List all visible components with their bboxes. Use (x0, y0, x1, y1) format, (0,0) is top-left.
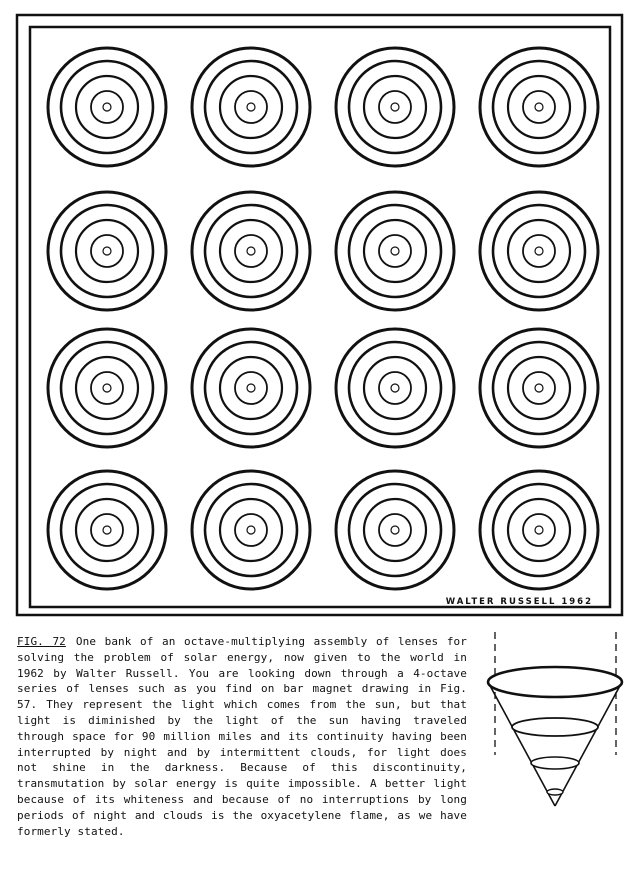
lens-ring (523, 514, 555, 546)
lens-ring (103, 526, 111, 534)
cone-lens-level-1 (488, 667, 622, 697)
cone-lens-level-3 (531, 757, 579, 769)
lens-ring (220, 220, 282, 282)
lens-r3-c4 (480, 329, 598, 447)
lens-r4-c4 (480, 471, 598, 589)
lens-ring (349, 484, 441, 576)
lens-ring (48, 329, 166, 447)
lens-ring (391, 526, 399, 534)
lens-ring (247, 526, 255, 534)
lens-r2-c3 (336, 192, 454, 310)
lens-r2-c2 (192, 192, 310, 310)
lens-ring (91, 91, 123, 123)
lens-ring (364, 76, 426, 138)
lens-r1-c1 (48, 48, 166, 166)
lens-r1-c3 (336, 48, 454, 166)
lens-ring (349, 61, 441, 153)
lens-ring (103, 384, 111, 392)
outer-frame (17, 15, 622, 615)
lens-ring (235, 514, 267, 546)
lens-ring (508, 499, 570, 561)
lens-ring (493, 61, 585, 153)
lens-ring (535, 526, 543, 534)
lens-ring (336, 48, 454, 166)
lens-ring (523, 91, 555, 123)
lens-ring (493, 484, 585, 576)
lens-grid (48, 48, 598, 589)
lens-ring (91, 235, 123, 267)
lens-ring (220, 76, 282, 138)
artist-stamp: WALTER RUSSELL 1962 (445, 597, 593, 607)
lens-ring (364, 220, 426, 282)
lens-ring (76, 499, 138, 561)
lens-r4-c1 (48, 471, 166, 589)
lens-ring (76, 357, 138, 419)
lens-ring (48, 192, 166, 310)
lens-ring (220, 357, 282, 419)
lens-ring (247, 247, 255, 255)
lens-ring (76, 76, 138, 138)
lens-ring (48, 471, 166, 589)
lens-ring (61, 342, 153, 434)
lens-r2-c4 (480, 192, 598, 310)
lens-r4-c3 (336, 471, 454, 589)
figure-number: FIG. 72 (17, 635, 66, 648)
cone-left-edge (488, 682, 555, 806)
lens-r1-c2 (192, 48, 310, 166)
lens-ring (391, 247, 399, 255)
lens-ring (379, 372, 411, 404)
lens-ring (205, 205, 297, 297)
lens-ring (91, 514, 123, 546)
lens-ring (205, 61, 297, 153)
lens-ring (349, 205, 441, 297)
lens-ring (480, 192, 598, 310)
lens-ring (535, 384, 543, 392)
lens-r3-c3 (336, 329, 454, 447)
lens-ring (192, 471, 310, 589)
lens-ring (48, 48, 166, 166)
lens-ring (480, 329, 598, 447)
lens-ring (205, 342, 297, 434)
lens-ring (103, 247, 111, 255)
lens-ring (508, 357, 570, 419)
cone-right-edge (555, 682, 622, 806)
lens-r3-c1 (48, 329, 166, 447)
lens-ring (205, 484, 297, 576)
lens-ring (391, 103, 399, 111)
lens-ring (336, 192, 454, 310)
lens-r1-c4 (480, 48, 598, 166)
lens-ring (247, 384, 255, 392)
lens-ring (480, 471, 598, 589)
lens-ring (379, 514, 411, 546)
lens-ring (61, 205, 153, 297)
lens-ring (379, 91, 411, 123)
lens-ring (192, 192, 310, 310)
cone-lens-level-4 (547, 789, 563, 795)
lens-ring (523, 372, 555, 404)
inner-frame (30, 27, 610, 607)
lens-ring (76, 220, 138, 282)
lens-ring (379, 235, 411, 267)
lens-ring (235, 91, 267, 123)
lens-ring (535, 103, 543, 111)
lens-ring (364, 357, 426, 419)
lens-ring (247, 103, 255, 111)
lens-ring (336, 329, 454, 447)
lens-ring (493, 205, 585, 297)
lens-r2-c1 (48, 192, 166, 310)
lens-ring (508, 76, 570, 138)
lens-ring (336, 471, 454, 589)
lens-ring (61, 484, 153, 576)
lens-ring (349, 342, 441, 434)
lens-ring (508, 220, 570, 282)
lens-ring (192, 329, 310, 447)
lens-ring (91, 372, 123, 404)
lens-ring (391, 384, 399, 392)
cone-lens-diagram (478, 630, 628, 810)
lens-ring (235, 235, 267, 267)
lens-r4-c2 (192, 471, 310, 589)
lens-r3-c2 (192, 329, 310, 447)
caption-text: One bank of an octave-multiplying assembly of lenses for solving the problem of solar energy, now given to the world in 1962 by Walter Russell. You are looking down through a 4-octave series of lenses such as you find on bar magnet drawing in Fig. 57. They represent the light which comes from the sun, but that light is diminished by the light of the sun having traveled through space for 90 million miles and its continuity having been interrupted by night and by intermittent clouds, for light does not shine in the darkness. Because of this discontinuity, transmutation by solar energy is quite impossible. A better light because of its whiteness and because of no interruptions by long periods of night and clouds is the oxyacetylene flame, as we have formerly stated. (17, 635, 467, 838)
lens-ring (220, 499, 282, 561)
lens-ring (493, 342, 585, 434)
cone-lens-level-2 (512, 718, 598, 736)
lens-ring (61, 61, 153, 153)
lens-ring (103, 103, 111, 111)
lens-ring (235, 372, 267, 404)
lens-ring (523, 235, 555, 267)
lens-ring (192, 48, 310, 166)
cone-levels (488, 667, 622, 795)
lens-ring (364, 499, 426, 561)
lens-ring (480, 48, 598, 166)
lens-ring (535, 247, 543, 255)
figure-caption (17, 634, 467, 839)
